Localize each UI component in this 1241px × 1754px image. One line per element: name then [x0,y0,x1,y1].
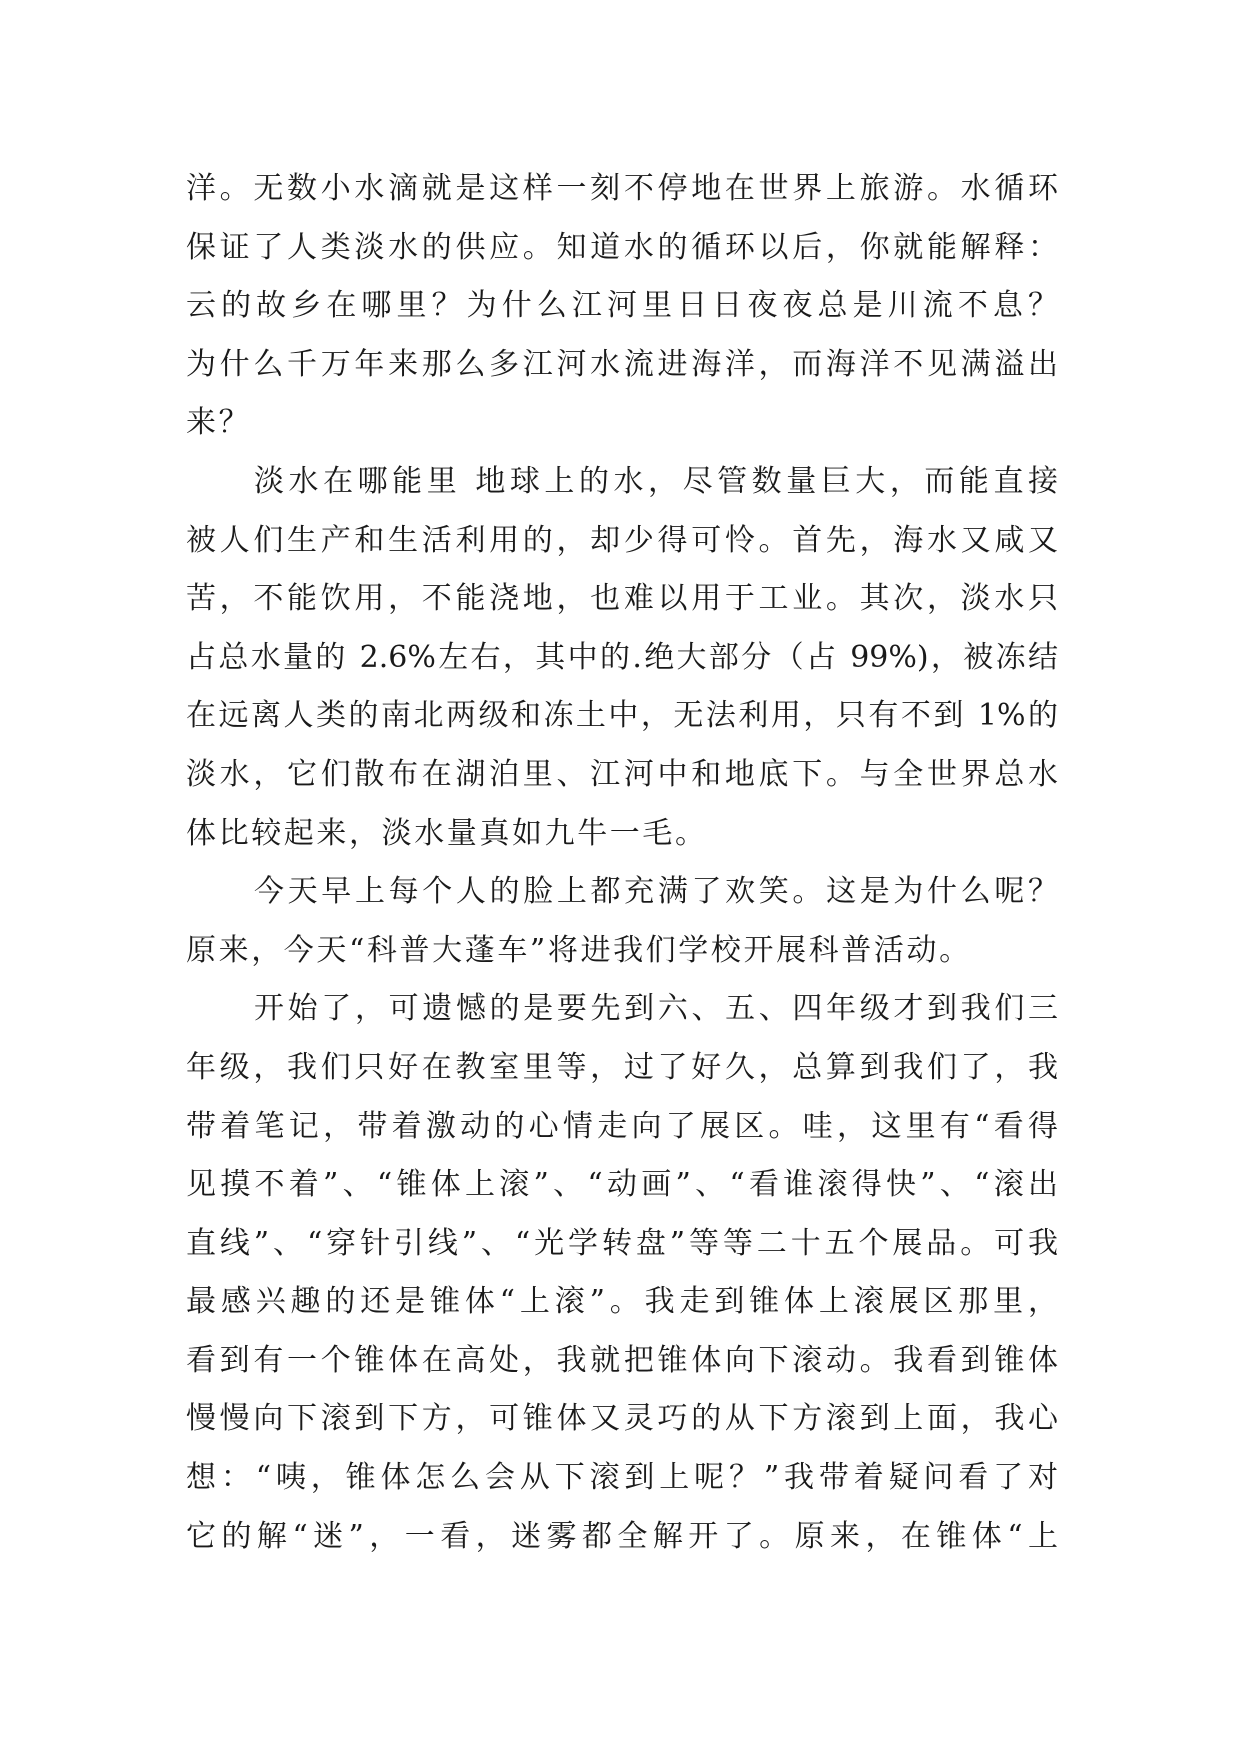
text-line: 想：“咦，锥体怎么会从下滚到上呢？”我带着疑问看了对 [186,1460,1058,1496]
text-line: 见摸不着”、“锥体上滚”、“动画”、“看谁滚得快”、“滚出 [186,1167,1058,1203]
text-line: 苦，不能饮用，不能浇地，也难以用于工业。其次，淡水只 [186,581,1058,617]
text-line: 直线”、“穿针引线”、“光学转盘”等等二十五个展品。可我 [186,1225,1058,1261]
text-line: 体比较起来，淡水量真如九牛一毛。 [186,815,708,851]
text-line: 为什么千万年来那么多江河水流进海洋，而海洋不见满溢出 [186,346,1058,382]
text-line: 慢慢向下滚到下方，可锥体又灵巧的从下方滚到上面，我心 [186,1401,1058,1437]
paragraph-start-line: 开始了，可遗憾的是要先到六、五、四年级才到我们三 [254,991,1058,1027]
paragraph-start-line: 淡水在哪能里 地球上的水，尽管数量巨大，而能直接 [254,463,1058,499]
paragraph-start-line: 今天早上每个人的脸上都充满了欢笑。这是为什么呢？ [254,874,1058,910]
text-line: 淡水，它们散布在湖泊里、江河中和地底下。与全世界总水 [186,756,1058,792]
text-line: 保证了人类淡水的供应。知道水的循环以后，你就能解释： [186,229,1058,265]
text-line: 最感兴趣的还是锥体“上滚”。我走到锥体上滚展区那里， [186,1284,1058,1320]
text-line: 洋。无数小水滴就是这样一刻不停地在世界上旅游。水循环 [186,171,1058,206]
body-text [186,160,1058,1566]
text-line: 年级，我们只好在教室里等，过了好久，总算到我们了，我 [186,1049,1058,1085]
text-line: 被人们生产和生活利用的，却少得可怜。首先，海水又咸又 [186,522,1058,558]
text-line: 原来，今天“科普大蓬车”将进我们学校开展科普活动。 [186,932,972,968]
text-line: 占总水量的 2.6%左右，其中的.绝大部分（占 99%)，被冻结 [186,639,1058,675]
text-line: 它的解“迷”，一看，迷雾都全解开了。原来，在锥体“上 [186,1518,1058,1554]
text-line: 带着笔记，带着激动的心情走向了展区。哇，这里有“看得 [186,1108,1058,1144]
text-line: 云的故乡在哪里？为什么江河里日日夜夜总是川流不息？ [186,288,1058,324]
text-line: 看到有一个锥体在高处，我就把锥体向下滚动。我看到锥体 [186,1342,1058,1378]
text-line: 来？ [186,405,252,441]
text-line: 在远离人类的南北两级和冻土中，无法利用，只有不到 1%的 [186,698,1058,734]
